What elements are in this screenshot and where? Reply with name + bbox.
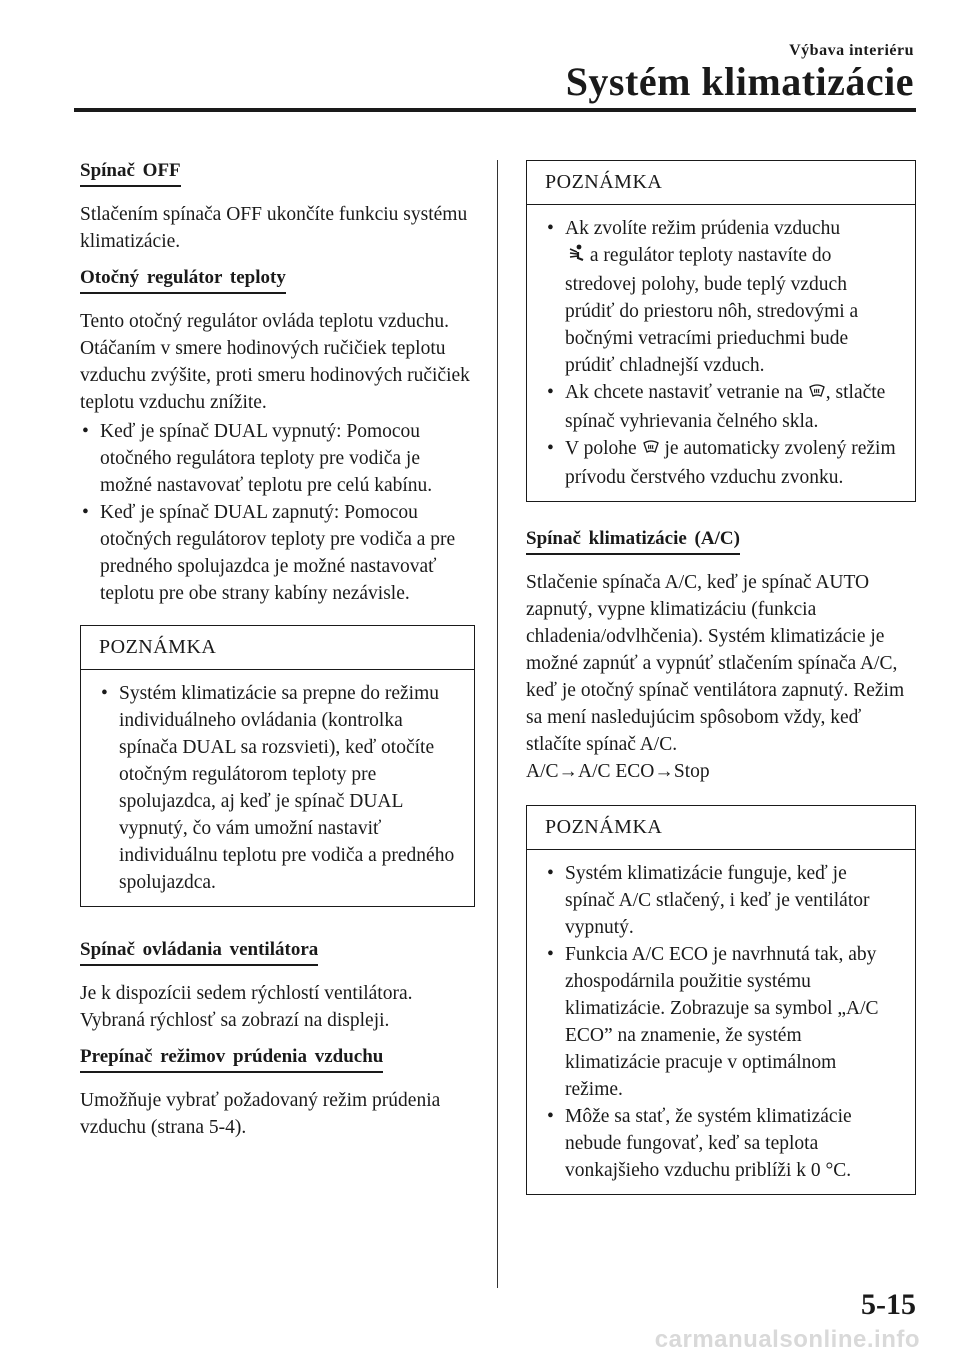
right-column	[526, 160, 916, 1195]
page-number: 5-15	[861, 1288, 916, 1321]
list-item: • Ak chcete nastaviť vetranie na , stlačte spínač vyhrievania čelného skla.	[547, 382, 886, 432]
list-item: • Ak zvolíte režim prúdenia vzduchu a regulátor teploty nastavíte do stredovej polohy, bude teplý vzduch prúdiť do priestoru nôh, stredovými a bočnými vetracími prieduchmi bude prúdiť chladnejší vzduch.	[547, 218, 859, 376]
note-title: POZNÁMKA	[527, 161, 915, 205]
ac-switch-heading: Spínač klimatizácie (A/C)	[526, 528, 740, 555]
temp-dial-heading: Otočný regulátor teploty	[80, 267, 286, 294]
watermark: carmanualsonline.info	[654, 1326, 920, 1353]
note-title: POZNÁMKA	[81, 626, 474, 670]
temp-dial-text: Tento otočný regulátor ovláda teplotu vzduchu. Otáčaním v smere hodinových ručičiek teplotu vzduchu zvýšite, proti smeru hodinových ručičiek teplotu vzduchu znížite.	[80, 311, 470, 413]
fan-switch-text: Je k dispozícii sedem rýchlostí ventilátora. Vybraná rýchlosť sa zobrazí na displeji.	[80, 983, 413, 1031]
column-divider	[497, 160, 498, 1288]
list-item: • Keď je spínač DUAL vypnutý: Pomocou otočného regulátora teploty pre vodiča je možné nastavovať teplotu pre celú kabínu.	[82, 421, 433, 496]
off-switch-text: Stlačením spínača OFF ukončíte funkciu systému klimatizácie.	[80, 204, 468, 252]
note-box	[80, 625, 475, 907]
airflow-mode-text: Umožňuje vybrať požadovaný režim prúdenia vzduchu (strana 5-4).	[80, 1090, 441, 1138]
windshield-defrost-icon	[808, 381, 826, 408]
list-item: • V polohe je automaticky zvolený režim prívodu čerstvého vzduchu zvonku.	[547, 438, 896, 488]
left-column	[80, 160, 475, 1153]
note-box	[526, 805, 916, 1195]
list-item: • Systém klimatizácie funguje, keď je spínač A/C stlačený, i keď je ventilátor vypnutý.	[547, 863, 870, 938]
note-title: POZNÁMKA	[527, 806, 915, 850]
header-rule	[74, 108, 916, 112]
airflow-mode-heading: Prepínač režimov prúdenia vzduchu	[80, 1046, 383, 1073]
list-item: • Funkcia A/C ECO je navrhnutá tak, aby zhospodárnila použitie systému klimatizácie. Zobrazuje sa symbol „A/C ECO” na znamenie, že systém klimatizácie pracuje v optimálnom režime.	[547, 944, 879, 1100]
page-title: Systém klimatizácie	[565, 59, 914, 104]
ac-switch-text: Stlačenie spínača A/C, keď je spínač AUTO zapnutý, vypne klimatizáciu (funkcia chladenia/odvlhčenia). Systém klimatizácie je možné zapnúť a vypnúť stlačením spínača A/C, keď je otočný spínač ventilátora zapnutý. Režim sa mení nasledujúcim spôsobom vždy, keď stlačíte spínač A/C.	[526, 572, 905, 755]
list-item: • Môže sa stať, že systém klimatizácie nebude fungovať, keď sa teplota vonkajšieho vzduchu priblíži k 0 °C.	[547, 1106, 852, 1181]
airflow-seat-mode-icon	[565, 243, 585, 271]
note-box	[526, 160, 916, 502]
list-item: • Keď je spínač DUAL zapnutý: Pomocou otočných regulátorov teploty pre vodiča a pre predného spolujazdca je možné nastavovať teplotu pre obe strany kabíny nezávisle.	[82, 502, 456, 604]
off-switch-heading: Spínač OFF	[80, 160, 181, 187]
section-label: Výbava interiéru	[789, 42, 914, 59]
ac-mode-sequence: A/C→A/C ECO→Stop	[526, 761, 710, 782]
list-item: • Systém klimatizácie sa prepne do režimu individuálneho ovládania (kontrolka spínača DUAL sa rozsvieti), keď otočíte otočným regulátorom teploty pre spolujazdca, aj keď je spínač DUAL vypnutý, čo vám umožní nastaviť individuálnu teplotu pre vodiča a predného spolujazdca.	[101, 683, 455, 893]
fan-switch-heading: Spínač ovládania ventilátora	[80, 939, 318, 966]
windshield-defrost-icon	[642, 437, 660, 464]
dual-mode-list	[80, 418, 475, 607]
